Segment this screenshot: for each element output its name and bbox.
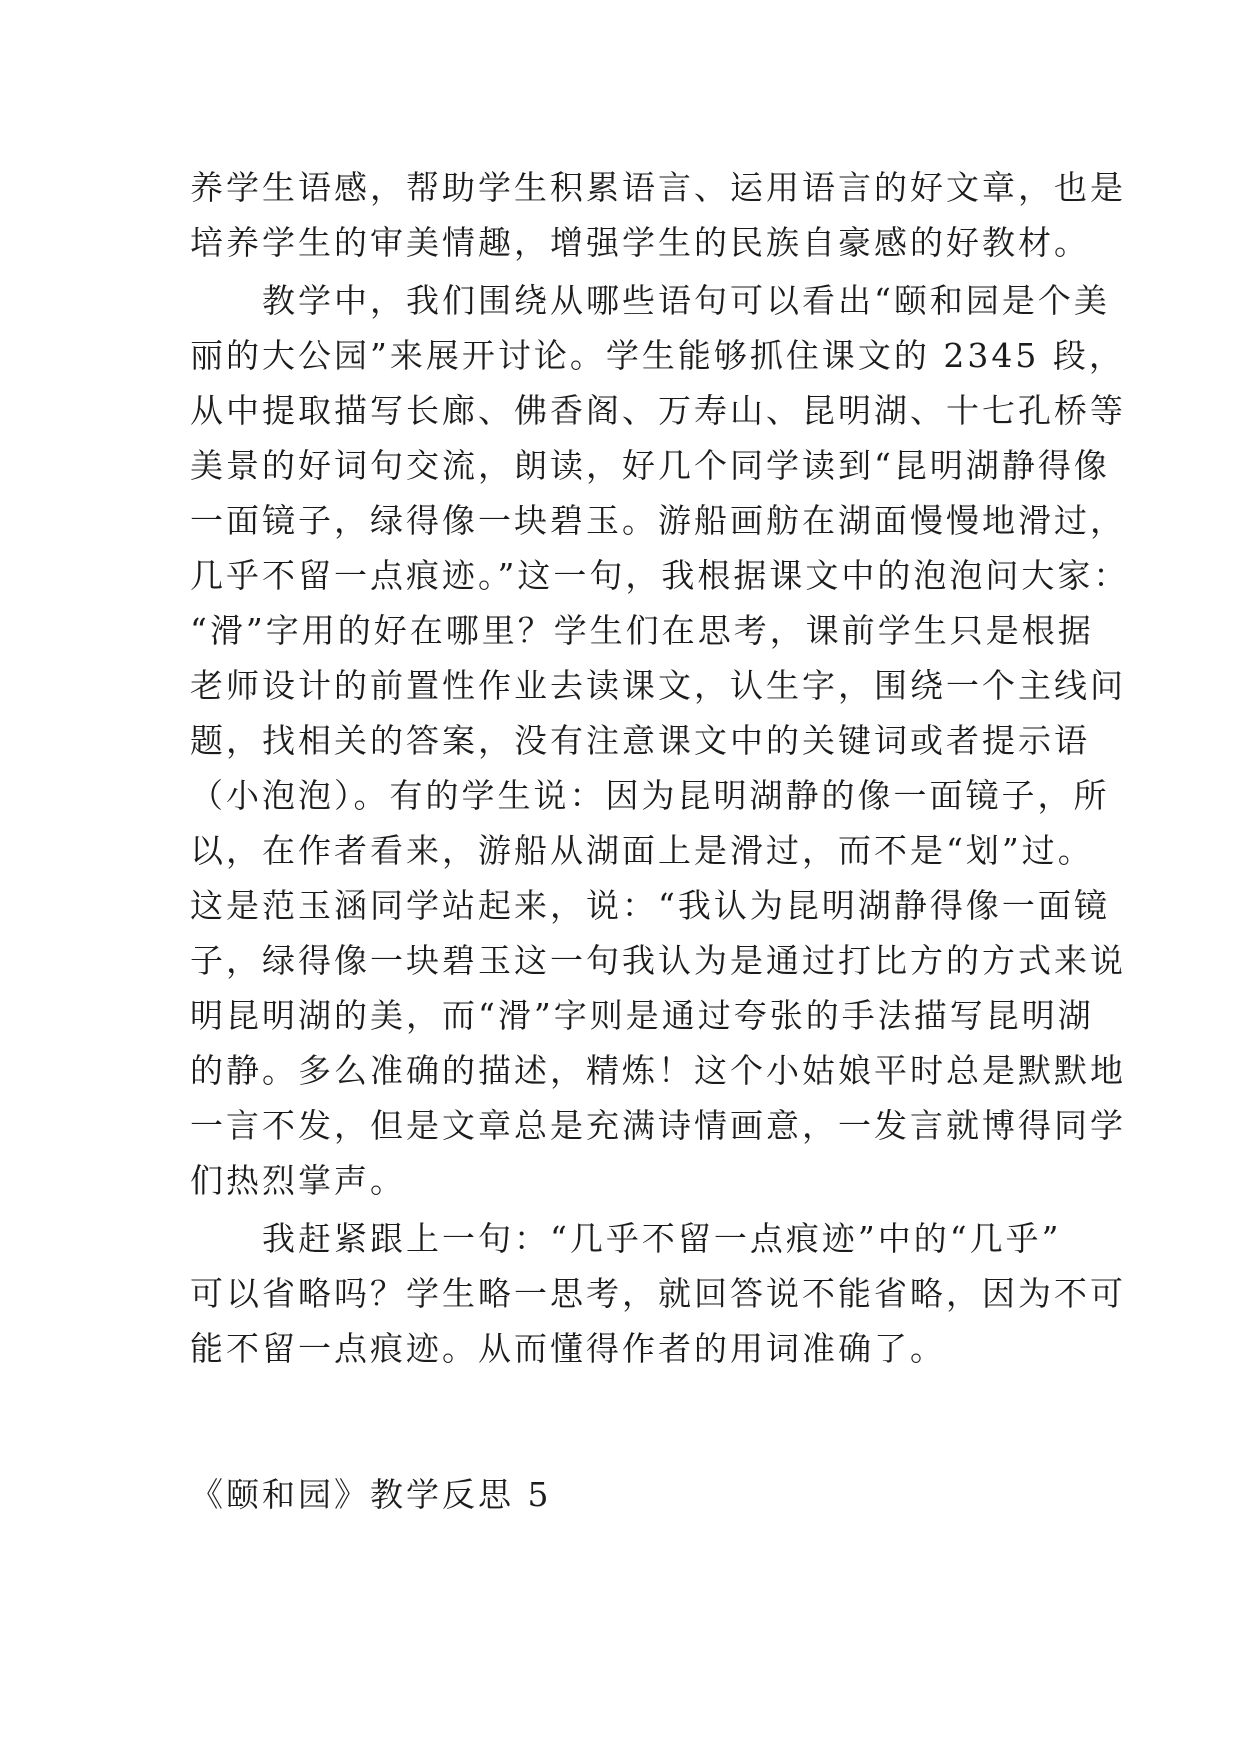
text-line: 丽的大公园”来展开讨论。学生能够抓住课文的 2345 段， (190, 336, 1125, 375)
text-line: 明昆明湖的美，而“滑”字则是通过夸张的手法描写昆明湖 (190, 996, 1094, 1035)
text-line: 养学生语感，帮助学生积累语言、运用语言的好文章，也是 (190, 168, 1126, 207)
text-line: 可以省略吗？学生略一思考，就回答说不能省略，因为不可 (190, 1274, 1126, 1313)
text-line: （小泡泡）。有的学生说：因为昆明湖静的像一面镜子，所 (190, 776, 1110, 815)
text-line: 培养学生的审美情趣，增强学生的民族自豪感的好教材。 (190, 223, 1090, 262)
text-line: 老师设计的前置性作业去读课文，认生字，围绕一个主线问 (190, 666, 1126, 705)
paragraph-2 (190, 273, 1130, 1208)
text-line: 从中提取描写长廊、佛香阁、万寿山、昆明湖、十七孔桥等 (190, 391, 1126, 430)
text-line: 们热烈掌声。 (190, 1161, 406, 1200)
paragraph-3 (190, 1211, 1126, 1376)
section-heading-area (190, 1467, 1090, 1522)
text-line: 这是范玉涵同学站起来，说：“我认为昆明湖静得像一面镜 (190, 886, 1110, 925)
text-line: 一面镜子，绿得像一块碧玉。游船画舫在湖面慢慢地滑过， (190, 501, 1126, 540)
text-line: 题，找相关的答案，没有注意课文中的关键词或者提示语 (190, 721, 1090, 760)
text-line: 几乎不留一点痕迹。”这一句，我根据课文中的泡泡问大家： (190, 556, 1130, 595)
text-line: 子，绿得像一块碧玉这一句我认为是通过打比方的方式来说 (190, 941, 1126, 980)
text-line: 以，在作者看来，游船从湖面上是滑过，而不是“划”过。 (190, 831, 1094, 870)
paragraph-1 (190, 160, 1126, 270)
text-line: 能不留一点痕迹。从而懂得作者的用词准确了。 (190, 1329, 946, 1368)
text-line: “滑”字用的好在哪里？学生们在思考，课前学生只是根据 (190, 611, 1094, 650)
text-line: 美景的好词句交流，朗读，好几个同学读到“昆明湖静得像 (190, 446, 1110, 485)
section-heading: 《颐和园》教学反思 5 (190, 1475, 552, 1514)
text-line: 一言不发，但是文章总是充满诗情画意，一发言就博得同学 (190, 1106, 1126, 1145)
text-line: 的静。多么准确的描述，精炼！这个小姑娘平时总是默默地 (190, 1051, 1126, 1090)
text-line: 我赶紧跟上一句：“几乎不留一点痕迹”中的“几乎” (190, 1219, 1062, 1258)
text-line: 教学中，我们围绕从哪些语句可以看出“颐和园是个美 (190, 281, 1110, 320)
body-text (190, 160, 1130, 1376)
